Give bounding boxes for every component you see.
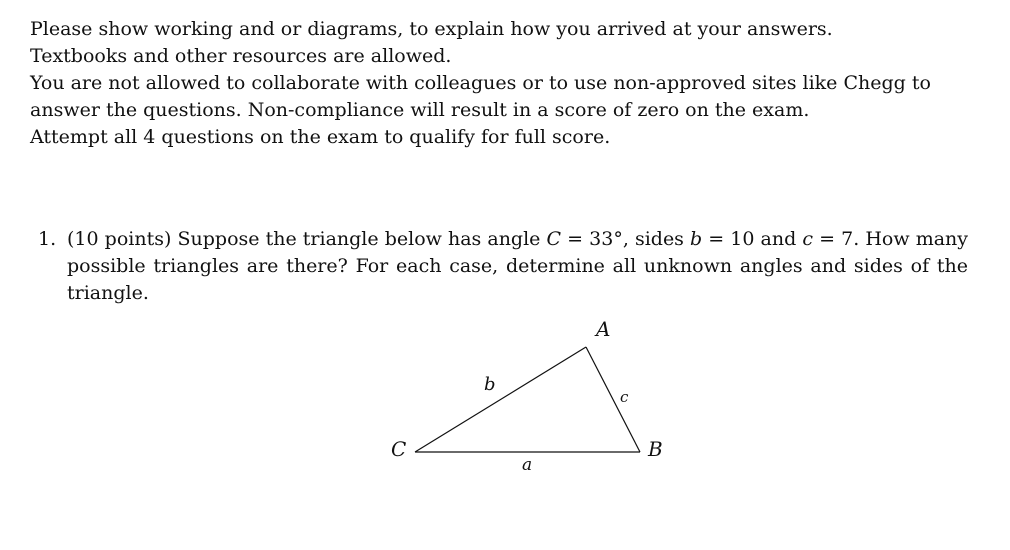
instruction-resources: Textbooks and other resources are allowed. [30, 45, 452, 67]
side-c-variable: c [802, 228, 814, 250]
side-c-value: = 7. [813, 228, 860, 250]
instruction-attempt-all: Attempt all 4 questions on the exam to qualify for full score. [30, 126, 611, 148]
side-a-label: a [522, 455, 533, 475]
angle-variable: C [546, 228, 562, 250]
triangle-diagram [380, 312, 680, 482]
instruction-no-collaboration: You are not allowed to collaborate with colleagues or to use non-approved sites like Chegg to answer the questions. Non-compliance will result in a score of zero on the exam. [30, 72, 931, 121]
question-points: (10 points) [67, 228, 172, 250]
vertex-b-label: B [648, 437, 663, 461]
vertex-c-label: C [391, 437, 407, 461]
side-b-variable: b [690, 228, 703, 250]
exam-instructions [30, 16, 990, 151]
question-1-body [67, 226, 968, 307]
vertex-a-label: A [596, 317, 611, 341]
side-b-line [415, 347, 586, 452]
side-c-label: c [620, 388, 629, 406]
side-c-line [586, 347, 640, 452]
side-b-label: b [484, 374, 496, 395]
instruction-show-working: Please show working and or diagrams, to explain how you arrived at your answers. [30, 18, 833, 40]
question-text-ask: How many possible triangles are there? For each case, determine all unknown angles and sides of the triangle. [67, 228, 969, 304]
question-number: 1. [38, 228, 57, 250]
side-b-value: = 10 and [702, 228, 803, 250]
angle-value: = 33°, sides [561, 228, 691, 250]
question-1 [38, 226, 968, 307]
question-text-intro: Suppose the triangle below has angle [177, 228, 541, 250]
